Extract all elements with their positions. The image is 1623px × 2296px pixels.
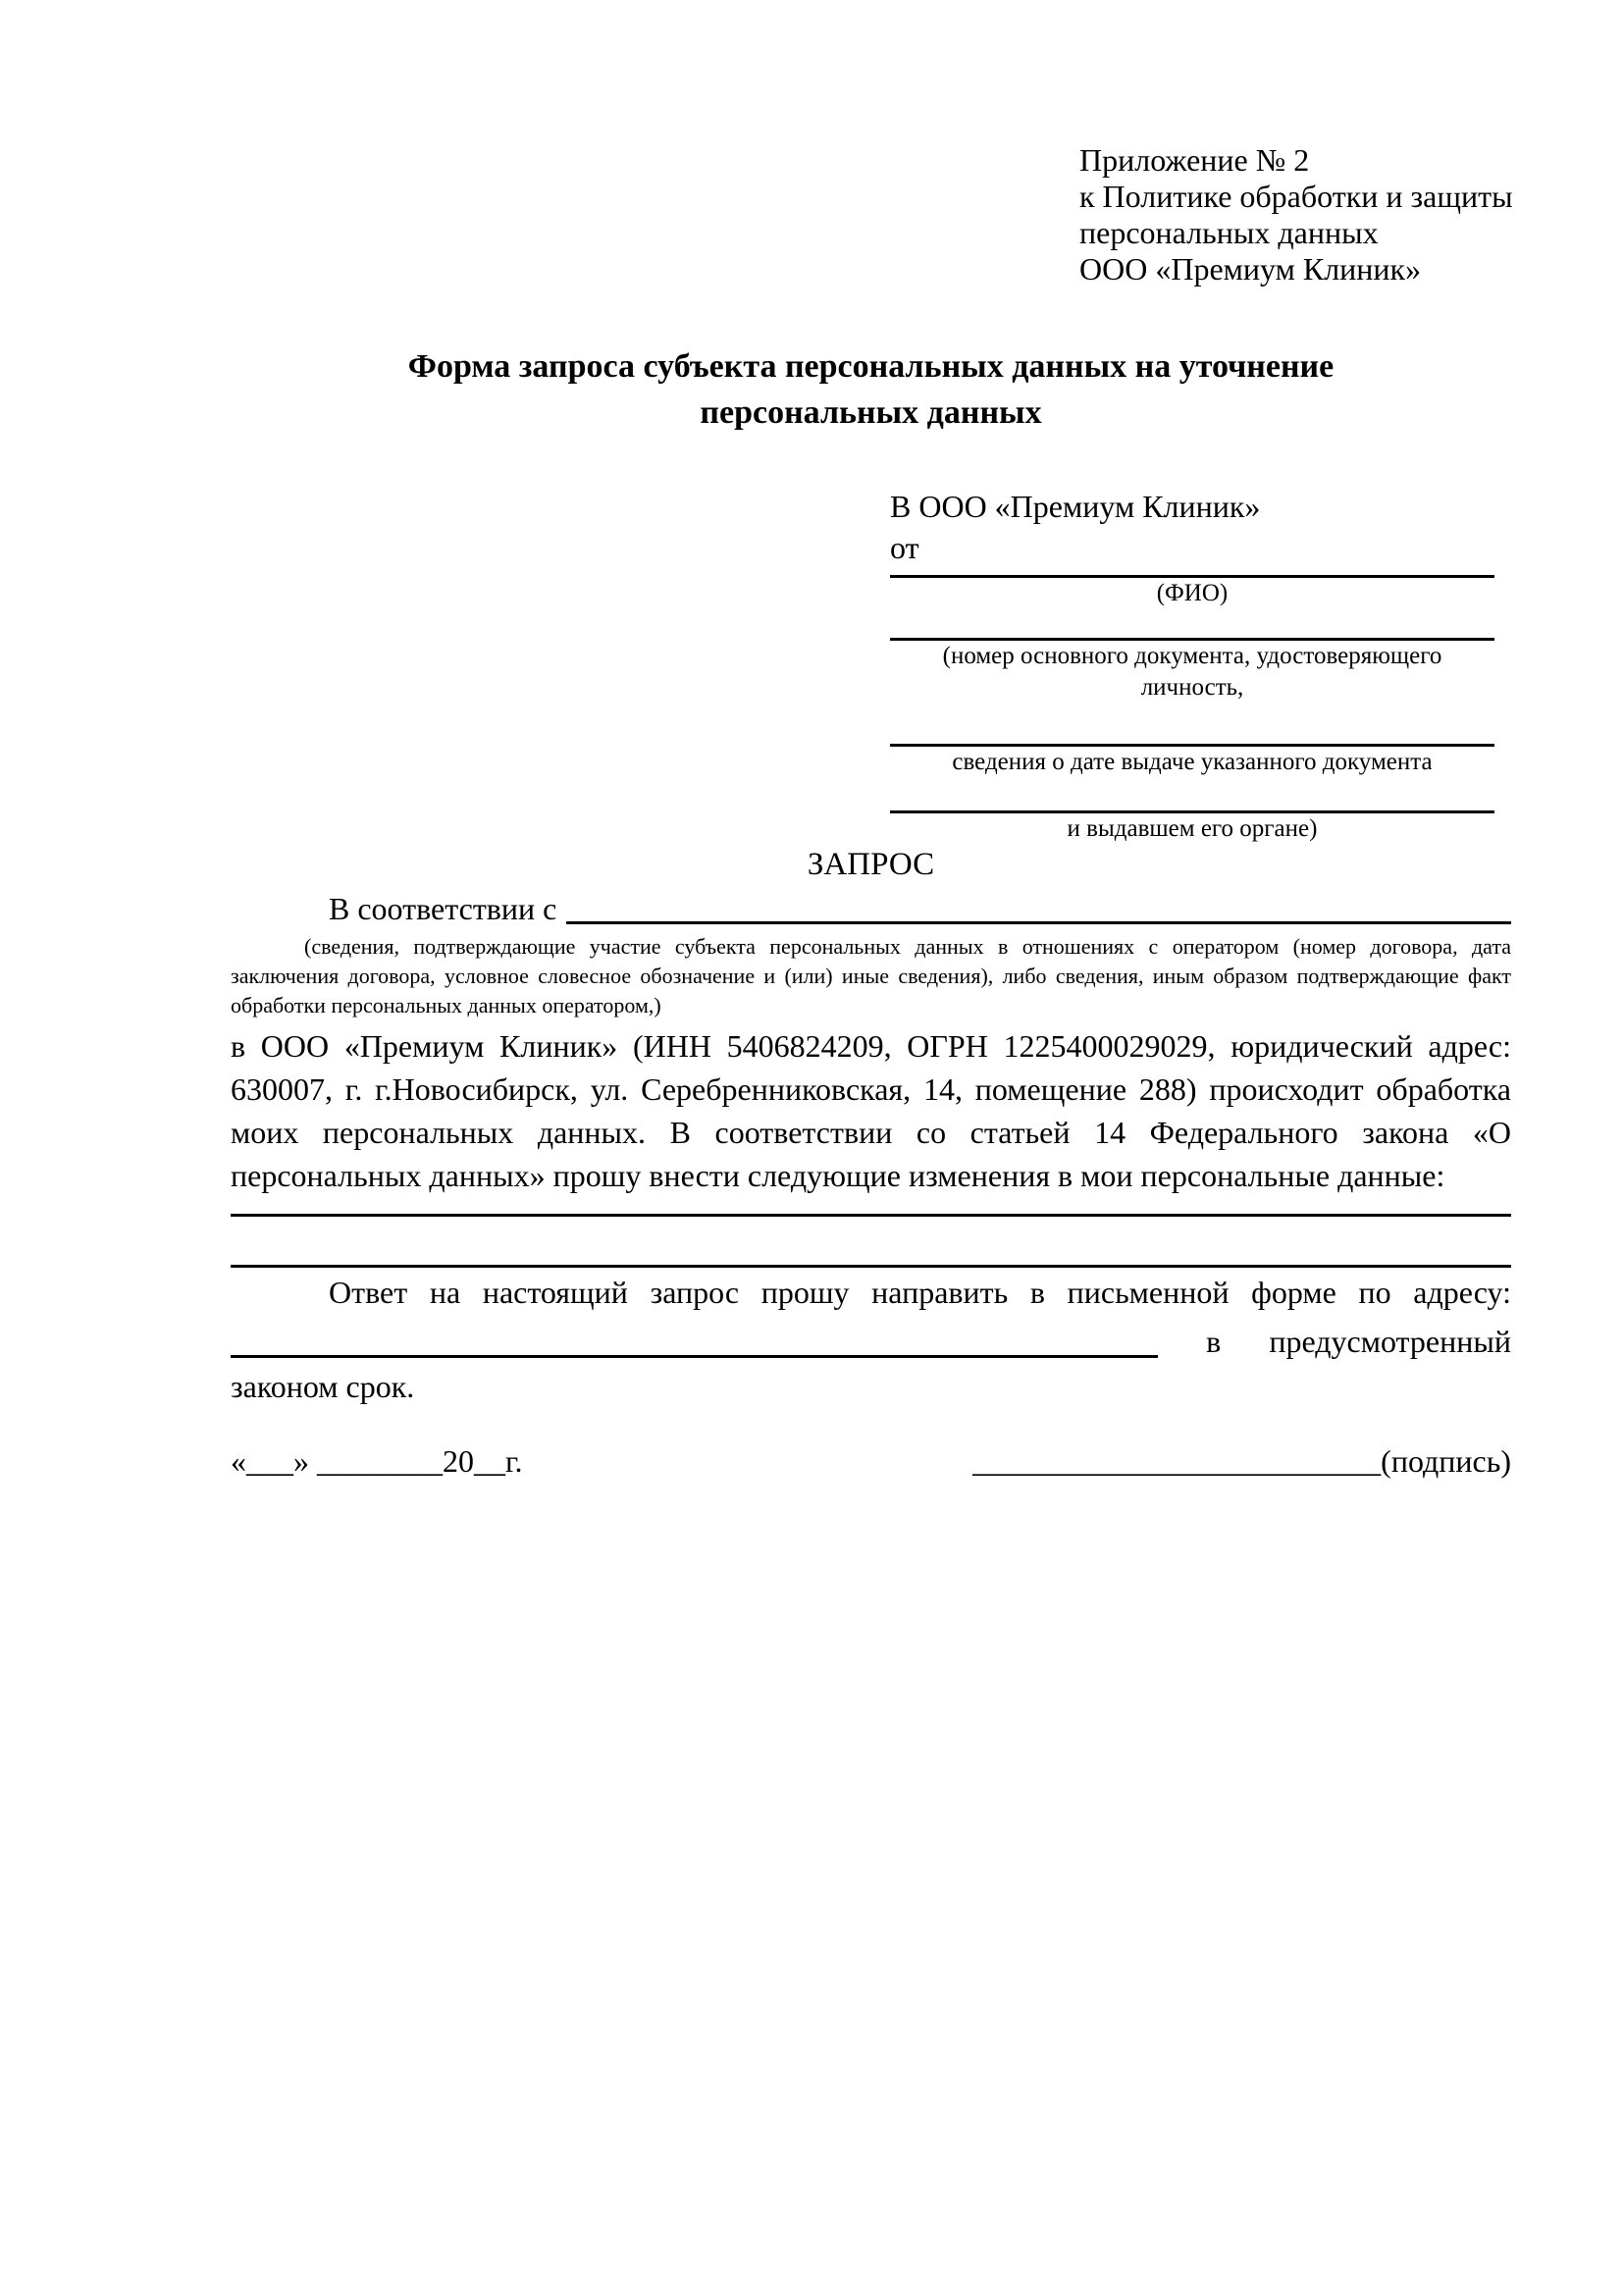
document-title [231, 343, 1511, 436]
appendix-line: Приложение № 2 [1079, 142, 1310, 178]
title-line: персональных данных [700, 394, 1042, 431]
request-body: в ООО «Премиум Клиник» (ИНН 5406824209, ОГРН 1225400029029, юридический адрес: 630007, г. г.Новосибирск, ул. Серебренниковская, 14, помещение 288) происходит обработка моих персональных данных. В соответствии со статьей 14 Федерального закона «О персональных данных» прошу внести следующие изменения в мои персональные данные: [231, 1028, 1511, 1193]
reply-sentence: Ответ на настоящий запрос прошу направить в письменной форме по адресу: [329, 1275, 1511, 1310]
reply-word-predusmotrennyi: предусмотренный [1269, 1324, 1511, 1359]
addressee-to: В ООО «Премиум Клиник» [890, 489, 1261, 524]
request-heading: ЗАПРОС [807, 847, 935, 882]
date-blank-template: «___» ________20__г. [231, 1443, 523, 1479]
date-signature-row [231, 1438, 1511, 1484]
basis-row [231, 887, 1511, 930]
changes-blank-line-1 [231, 1203, 1511, 1217]
reply-tail: законом срок. [231, 1369, 415, 1404]
appendix-block [1079, 142, 1513, 287]
appendix-line: ООО «Премиум Клиник» [1079, 251, 1422, 287]
fio-blank-line [890, 568, 1494, 578]
issue-date-blank-line [890, 704, 1494, 747]
addressee-block [890, 486, 1494, 845]
basis-prefix: В соответствии с [329, 891, 557, 926]
id-document-blank-line [890, 609, 1494, 641]
title-line: Форма запроса субъекта персональных данных на уточнение [407, 348, 1335, 385]
issuing-authority-field-label: и выдавшем его органе) [1067, 815, 1318, 842]
addressee-from-label: от [890, 530, 919, 565]
fio-field-label: (ФИО) [1156, 580, 1229, 606]
request-section [231, 842, 1511, 1484]
signature-blank-line: __________________________ [972, 1443, 1382, 1479]
reply-address-blank-line [231, 1355, 1158, 1358]
reply-word-v: в [1206, 1324, 1222, 1359]
appendix-line: персональных данных [1079, 215, 1379, 250]
basis-footnote: (сведения, подтверждающие участие субъекта персональных данных в отношениях с оператором (номер договора, дата заключения договора, условное словесное обозначение и (или) иные сведения), либо сведения, иным образом подтверждающие факт обработки персональных данных оператором,) [231, 934, 1511, 1018]
appendix-line: к Политике обработки и защиты [1079, 179, 1513, 214]
signature-area [972, 1438, 1511, 1484]
changes-blank-line-2 [231, 1217, 1511, 1268]
issuing-authority-blank-line [890, 778, 1494, 813]
issue-date-field-label: сведения о дате выдаче указанного документа [952, 749, 1433, 775]
basis-blank-line [566, 921, 1511, 924]
reply-address-row [231, 1315, 1511, 1364]
signature-label: (подпись) [1381, 1443, 1511, 1479]
id-document-field-label: (номер основного документа, удостоверяющего личность, [942, 643, 1442, 701]
